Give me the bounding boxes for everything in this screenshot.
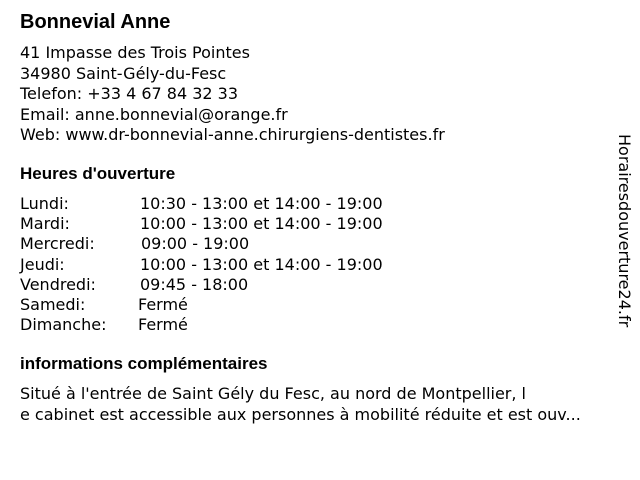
info-heading: informations complémentaires (20, 354, 268, 373)
street-address: 41 Impasse des Trois Pointes (20, 43, 250, 62)
city-line: 34980 Saint-Gély-du-Fesc (20, 63, 227, 83)
web-line: Web: www.dr-bonnevial-anne.chirurgiens-dentistes.fr (20, 125, 445, 144)
phone-line: Telefon: +33 4 67 84 32 33 (20, 84, 239, 103)
time-value: 09:00 - 19:00 (141, 234, 250, 254)
site-watermark: Horairesdouverture24.fr (615, 134, 634, 328)
time-value: Fermé (138, 315, 188, 335)
business-name: Bonnevial Anne (20, 11, 171, 33)
contact-block (20, 43, 445, 146)
day-label: Lundi: (20, 194, 69, 213)
info-line-1: Situé à l'entrée de Saint Gély du Fesc, au nord de Montpellier, l (20, 384, 526, 403)
info-text (20, 384, 630, 425)
time-value: Fermé (138, 294, 188, 314)
day-label: Dimanche: (20, 315, 107, 335)
day-label: Mercredi: (20, 234, 95, 254)
hours-heading: Heures d'ouverture (20, 164, 176, 183)
day-label: Mardi: (20, 214, 70, 234)
day-label: Samedi: (20, 294, 86, 314)
time-value: 09:45 - 18:00 (140, 274, 249, 294)
time-value: 10:00 - 13:00 et 14:00 - 19:00 (140, 254, 383, 274)
day-label: Vendredi: (20, 274, 96, 294)
day-label: Jeudi: (20, 254, 65, 274)
time-value: 10:00 - 13:00 et 14:00 - 19:00 (140, 214, 383, 234)
info-line-2: e cabinet est accessible aux personnes à mobilité réduite et est ouv... (20, 404, 581, 424)
time-value: 10:30 - 13:00 et 14:00 - 19:00 (140, 194, 383, 213)
email-line: Email: anne.bonnevial@orange.fr (20, 104, 288, 124)
